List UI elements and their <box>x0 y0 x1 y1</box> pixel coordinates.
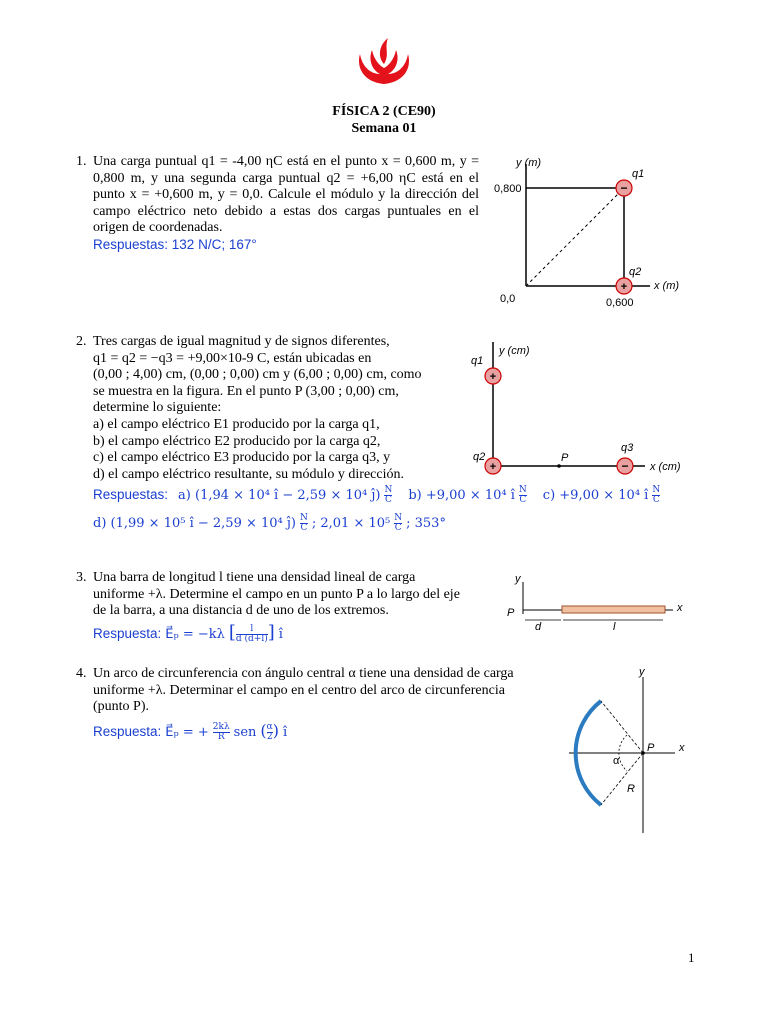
p2-line: se muestra en la figura. En el punto P (3,00 ; 0,00) cm, <box>93 383 399 399</box>
p4-line: uniforme +λ. Determinar el campo en el centro del arco de circunferencia <box>93 682 505 698</box>
problem-1-number: 1. <box>76 154 87 169</box>
problem-2-number: 2. <box>76 334 87 349</box>
problem-4-figure <box>555 665 705 840</box>
problem-2-answers-row1: Respuestas: a) (1,94 × 10⁴ î − 2,59 × 10⁴ ĵ) $\frac{N}{C}$ b) +9,00 × 10⁴ î $\frac{N}{C}$ c) +9,00 × 10⁴ î $\frac{N}{C}$ <box>93 485 661 505</box>
l-label: l <box>613 621 616 633</box>
q2-label: q2 <box>473 451 486 463</box>
q1-label: q1 <box>471 355 484 367</box>
page-number: 1 <box>688 950 695 965</box>
y-label: y <box>639 666 645 678</box>
x-label: x <box>677 602 683 614</box>
answer-b: b) +9,00 × 10⁴ î <box>408 488 515 504</box>
p2-line: (0,00 ; 4,00) cm, (0,00 ; 0,00) cm y (6,00 ; 0,00) cm, como <box>93 367 422 383</box>
answer-d-magnitude: ; 2,01 × 10⁵ <box>311 516 391 532</box>
problem-3-text <box>93 570 493 620</box>
problem-4-answer: Respuesta: E⃗ₚ = + $\frac{2k\lambda}{R}$ sen ( $\frac{\alpha}{2}$ ) î <box>93 721 288 742</box>
answer-d-angle: ; 353° <box>406 516 446 532</box>
page-subtitle: Semana 01 <box>351 121 417 136</box>
page-title: FÍSICA 2 (CE90) <box>332 104 436 119</box>
p4-line: (punto P). <box>93 699 149 715</box>
problem-1-figure <box>490 150 700 315</box>
answer-label: Respuestas: <box>93 487 169 503</box>
q1-sign: + <box>489 371 497 383</box>
q1-label: q1 <box>632 168 645 180</box>
x-axis-label: x (cm) <box>650 461 681 473</box>
p-label: P <box>647 742 655 754</box>
q2-label: q2 <box>629 266 642 278</box>
answer-lhs: E⃗ₚ = −kλ <box>165 627 225 642</box>
problem-3-number: 3. <box>76 570 87 585</box>
p3-line: de la barra, a una distancia d de uno de los extremos. <box>93 603 389 619</box>
p2-line: q1 = q2 = −q3 = +9,00×10-9 C, están ubicadas en <box>93 350 372 366</box>
problem-3-figure <box>505 572 700 634</box>
q2-sign: + <box>620 281 628 293</box>
p2-item: d) el campo eléctrico resultante, su módulo y dirección. <box>93 466 405 482</box>
problem-2-answers-row2: d) (1,99 × 10⁵ î − 2,59 × 10⁴ ĵ) $\frac{N}{C}$ ; 2,01 × 10⁵ $\frac{N}{C}$ ; 353° <box>93 513 446 533</box>
q3-label: q3 <box>621 442 634 454</box>
problem-2-text <box>93 334 456 483</box>
answer-label: Respuesta: <box>93 724 162 739</box>
p2-item: b) el campo eléctrico E2 producido por la carga q2, <box>93 433 381 449</box>
problem-4-number: 4. <box>76 666 87 681</box>
p3-line: Una barra de longitud l tiene una densidad lineal de carga <box>93 570 416 585</box>
p2-item: a) el campo eléctrico E1 producido por la carga q1, <box>93 416 380 432</box>
alpha-label: α <box>613 755 620 767</box>
answer-sen: sen <box>233 725 257 740</box>
y-label: y <box>515 573 521 585</box>
y-tick: 0,800 <box>494 183 522 195</box>
r-label: R <box>627 783 635 795</box>
p-label: P <box>507 607 515 619</box>
d-label: d <box>535 621 542 633</box>
q1-sign: − <box>620 181 628 195</box>
x-axis-label: x (m) <box>654 280 680 292</box>
answer-rhs: î <box>278 627 283 642</box>
p2-item: c) el campo eléctrico E3 producido por la carga q3, y <box>93 450 391 466</box>
problem-1-answer: Respuestas: 132 N/C; 167° <box>93 237 257 252</box>
answer-lhs: E⃗ₚ = + <box>165 725 209 740</box>
problem-4-text <box>93 666 555 716</box>
q3-sign: − <box>621 459 629 473</box>
university-logo <box>354 36 414 86</box>
problem-3-answer: Respuesta: E⃗ₚ = −kλ [ $\frac{l}{d (d+l)}$ ] î <box>93 622 283 644</box>
problem-2-figure <box>465 338 705 483</box>
answer-rhs: î <box>282 725 288 740</box>
p2-line: determine lo siguiente: <box>93 400 222 416</box>
y-axis-label: y (cm) <box>499 345 530 357</box>
p4-line: Un arco de circunferencia con ángulo central α tiene una densidad de carga <box>93 666 514 681</box>
answer-d: d) (1,99 × 10⁵ î − 2,59 × 10⁴ ĵ) <box>93 516 296 532</box>
answer-a: a) (1,94 × 10⁴ î − 2,59 × 10⁴ ĵ) <box>178 488 381 504</box>
p3-line: uniforme +λ. Determine el campo en un punto P a lo largo del eje <box>93 586 460 602</box>
q2-sign: + <box>489 461 497 473</box>
y-axis-label: y (m) <box>516 157 542 169</box>
problem-1-text: Una carga puntual q1 = -4,00 ηC está en el punto x = 0,600 m, y = 0,800 m, y una segunda carga puntual q2 = +6,00 ηC está en el punto x = +0,600 m, y = 0,0. Calcule el módulo y la dirección del campo eléctrico neto debido a estas dos cargas puntuales en el origen de coordenadas. <box>93 154 479 236</box>
answer-label: Respuesta: <box>93 626 162 641</box>
origin-label: 0,0 <box>500 293 516 305</box>
x-label: x <box>679 742 685 754</box>
p2-line: Tres cargas de igual magnitud y de signos diferentes, <box>93 334 390 349</box>
answer-c: c) +9,00 × 10⁴ î <box>542 488 649 504</box>
p-label: P <box>561 452 569 464</box>
x-tick: 0,600 <box>606 297 634 309</box>
